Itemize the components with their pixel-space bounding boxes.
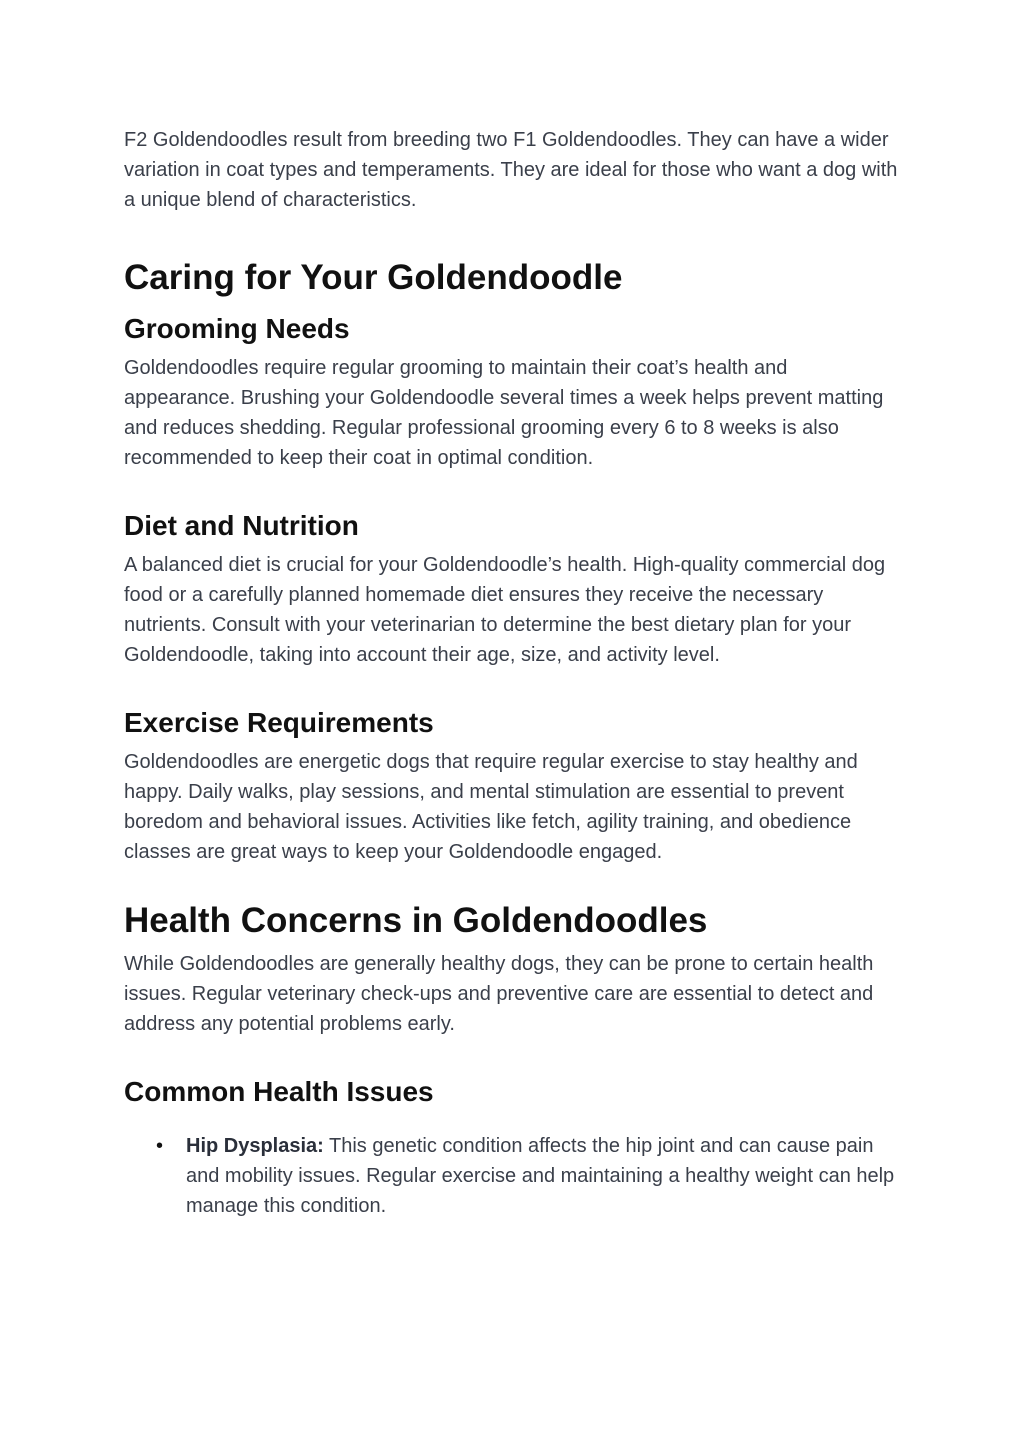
health-heading: Health Concerns in Goldendoodles <box>124 901 708 940</box>
diet-paragraph: A balanced diet is crucial for your Goldendoodle’s health. High-quality commercial dog food or a carefully planned homemade diet ensures they receive the necessary nutrients. Consult with your veterinarian to determine the best dietary plan for your Goldendoodle, taking into account their age, size, and activity level. <box>124 554 886 666</box>
bullet-icon: • <box>156 1135 164 1157</box>
caring-heading: Caring for Your Goldendoodle <box>124 258 623 297</box>
exercise-paragraph: Goldendoodles are energetic dogs that require regular exercise to stay healthy and happy. Daily walks, play sessions, and mental stimulation are essential to prevent boredom and behavioral issues. Activities like fetch, agility training, and obedience classes are great ways to keep your Goldendoodle engaged. <box>124 751 858 863</box>
grooming-paragraph: Goldendoodles require regular grooming to maintain their coat’s health and appearance. Brushing your Goldendoodle several times a week helps prevent matting and reduces shedding. Regular professional grooming every 6 to 8 weeks is also recommended to keep their coat in optimal condition. <box>124 357 884 469</box>
exercise-heading: Exercise Requirements <box>124 707 434 738</box>
article-content <box>124 125 904 1221</box>
intro-paragraph: F2 Goldendoodles result from breeding two F1 Goldendoodles. They can have a wider variation in coat types and temperaments. They are ideal for those who want a dog with a unique blend of characteristics. <box>124 129 898 211</box>
diet-heading: Diet and Nutrition <box>124 510 359 541</box>
list-item-term: Hip Dysplasia: <box>186 1135 324 1157</box>
health-paragraph: While Goldendoodles are generally healthy dogs, they can be prone to certain health issues. Regular veterinary check-ups and preventive care are essential to detect and address any potential problems early. <box>124 953 874 1035</box>
list-item <box>124 1131 904 1221</box>
health-issues-list <box>124 1131 904 1221</box>
common-health-heading: Common Health Issues <box>124 1076 434 1107</box>
grooming-heading: Grooming Needs <box>124 313 350 344</box>
list-item-text: This genetic condition affects the hip joint and can cause pain and mobility issues. Regular exercise and maintaining a healthy weight can help manage this condition. <box>186 1135 895 1217</box>
